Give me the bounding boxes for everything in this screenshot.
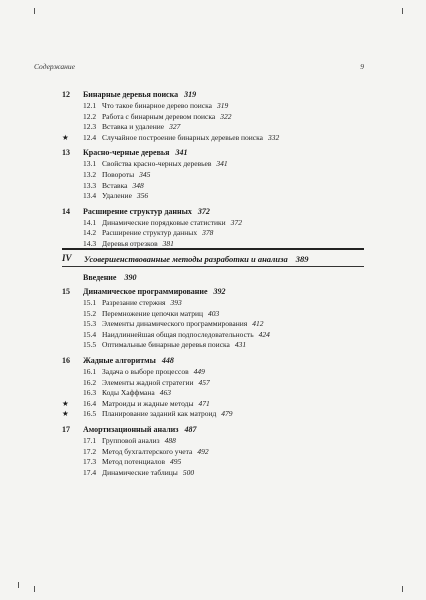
section-number: 13.1 [83,159,97,169]
intro-title: Введение [83,273,117,282]
section-entry [0,399,426,410]
section-entry [0,170,426,181]
section-number: 16.1 [83,366,97,376]
section-entry [0,447,426,458]
chapter-page: 392 [213,287,226,296]
section-number: 12.4 [83,132,97,142]
section-number: 15.5 [83,340,97,350]
starred-marker: ★ [62,398,69,408]
section-title: Деревья отрезков [102,238,158,248]
section-number: 12.3 [83,122,97,132]
section-number: 16.5 [83,409,97,419]
running-header-title: Содержание [34,62,75,71]
section-title: Работа с бинарным деревом поиска [102,111,216,121]
section-number: 16.3 [83,388,97,398]
section-title: Задача о выборе процессов [102,366,189,376]
section-page: 463 [159,388,171,398]
section-title: Наидлиннейшая общая подпоследовательность [102,329,254,339]
section-number: 13.2 [83,169,97,179]
section-number: 13.3 [83,180,97,190]
starred-marker: ★ [62,132,69,142]
toc-block-a [0,90,426,250]
crop-mark [18,582,19,588]
crop-mark [34,586,35,592]
section-entry [0,122,426,133]
section-entry [0,457,426,468]
toc-chapter [0,148,426,201]
chapter-title: Красно-черные деревья [83,148,170,158]
section-title: Перемножение цепочки матриц [102,308,203,318]
section-page: 424 [258,329,270,339]
section-title-line [102,367,205,376]
section-title-line [102,436,176,445]
section-page: 341 [216,159,228,169]
chapter-page: 372 [197,206,210,216]
section-page: 412 [252,319,264,329]
chapter-heading [0,356,426,367]
section-title: Коды Хаффмана [102,388,155,398]
section-title: Динамические таблицы [102,467,178,477]
section-page: 356 [136,191,149,201]
chapter-heading [0,287,426,298]
chapter-page: 341 [175,148,188,158]
section-title-line [102,170,150,179]
chapter-heading [0,425,426,436]
chapter-number: 16 [62,355,70,365]
section-title: Оптимальные бинарные деревья поиска [102,340,230,350]
section-entry [0,101,426,112]
section-page: 471 [198,398,210,408]
part-title: Усовершенствованные методы разработки и анализа [84,254,288,264]
section-page: 322 [220,111,232,121]
section-title-line [102,399,210,408]
page-number: 9 [360,62,364,71]
section-number: 15.3 [83,319,97,329]
section-number: 13.4 [83,191,97,201]
toc-chapter [0,207,426,250]
section-page: 492 [197,446,209,456]
section-title-line [102,112,232,121]
section-page: 403 [207,308,220,318]
section-entry [0,319,426,330]
chapter-title-line [83,148,187,157]
chapter-number: 14 [62,206,70,216]
section-entry [0,181,426,192]
section-entry [0,378,426,389]
chapter-page: 487 [184,424,197,434]
section-title-line [102,468,194,477]
chapter-title: Амортизационный анализ [83,424,179,434]
section-number: 12.2 [83,111,97,121]
section-title: Матроиды и жадные методы [102,398,194,408]
section-page: 431 [234,340,247,350]
section-number: 16.2 [83,377,97,387]
section-number: 16.4 [83,398,97,408]
toc-chapter [0,356,426,420]
section-title: Планирование заданий как матроид [102,409,217,419]
section-entry [0,309,426,320]
section-page: 327 [169,122,181,132]
section-title: Метод бухгалтерского учета [102,446,193,456]
part-title-line [84,254,308,264]
section-page: 393 [170,298,182,307]
section-title: Разрезание стержня [102,298,166,307]
section-title: Вставка и удаление [102,122,165,132]
toc-chapter [0,425,426,478]
part-page: 389 [295,254,309,264]
part-number: IV [62,253,72,263]
section-entry [0,409,426,420]
section-page: 378 [202,228,214,238]
toc-chapter [0,90,426,143]
section-page: 495 [170,457,182,467]
section-page: 319 [216,101,229,110]
section-title-line [102,101,228,110]
section-page: 348 [132,180,144,190]
section-entry [0,388,426,399]
section-entry [0,436,426,447]
section-number: 15.2 [83,308,97,318]
section-title: Динамические порядковые статистики [102,217,226,227]
section-title-line [102,447,209,456]
chapter-title-line [83,90,196,99]
chapter-page: 319 [184,90,197,99]
section-entry [0,298,426,309]
section-title: Групповой анализ [102,435,160,445]
chapter-heading [0,148,426,159]
section-title-line [102,409,233,418]
section-title-line [102,298,182,307]
chapter-heading [0,90,426,101]
crop-mark [402,8,403,14]
section-number: 17.2 [83,446,97,456]
section-entry [0,340,426,351]
section-entry [0,112,426,123]
section-title-line [102,239,174,248]
section-entry [0,191,426,202]
chapter-title-line [83,425,197,434]
chapter-title: Динамическое программирование [83,287,208,296]
chapter-title-line [83,207,210,216]
section-entry [0,133,426,144]
section-entry [0,468,426,479]
section-page: 345 [139,169,151,179]
section-title: Свойства красно-черных деревьев [102,159,212,169]
section-title-line [102,159,228,168]
chapter-page: 448 [161,355,174,365]
section-title-line [102,319,263,328]
chapter-number: 17 [62,424,70,434]
section-page: 449 [193,366,205,376]
section-page: 381 [162,238,174,248]
section-title-line [102,181,144,190]
section-title-line [102,457,181,466]
intro-page: 390 [124,273,137,282]
section-page: 457 [198,377,210,387]
section-number: 15.4 [83,329,97,339]
section-page: 332 [267,132,280,142]
section-title: Расширение структур данных [102,228,198,238]
starred-marker: ★ [62,409,69,419]
chapter-title-line [83,356,174,365]
section-title: Случайное построение бинарных деревьев поиска [102,132,263,142]
section-title-line [102,330,270,339]
section-title-line [102,133,279,142]
section-title-line [102,378,210,387]
section-title-line [102,388,171,397]
chapter-number: 15 [62,287,70,296]
part-rule-bottom [62,266,364,267]
section-page: 500 [182,467,195,477]
section-title-line [102,228,213,237]
crop-mark [402,586,403,592]
chapter-title: Жадные алгоритмы [83,355,156,365]
section-number: 12.1 [83,101,97,110]
section-number: 15.1 [83,298,97,307]
section-title-line [102,309,219,318]
section-entry [0,218,426,229]
part-rule-top [62,248,364,250]
section-entry [0,330,426,341]
section-number: 17.1 [83,435,97,445]
section-title-line [102,191,148,200]
section-page: 479 [221,409,233,419]
section-number: 14.2 [83,228,97,238]
section-title-line [102,340,246,349]
chapter-number: 12 [62,90,70,99]
section-page: 372 [230,217,242,227]
section-title: Удаление [102,191,132,201]
section-title-line [102,218,242,227]
running-header [34,62,364,71]
section-entry [0,228,426,239]
chapter-heading [0,207,426,218]
section-number: 17.3 [83,457,97,467]
section-title: Повороты [102,169,135,179]
section-number: 14.1 [83,217,97,227]
section-entry [0,367,426,378]
section-number: 17.4 [83,467,97,477]
section-title: Метод потенциалов [102,457,166,467]
toc-chapter [0,287,426,351]
section-title: Элементы динамического программирования [102,319,248,329]
section-page: 488 [164,435,176,445]
chapter-title-line [83,287,226,296]
crop-mark [34,8,35,14]
section-entry [0,159,426,170]
chapter-number: 13 [62,148,70,158]
chapter-title: Бинарные деревья поиска [83,90,179,99]
intro-entry [83,273,136,282]
section-title: Что такое бинарное дерево поиска [102,101,212,110]
section-title-line [102,122,180,131]
section-title: Вставка [102,180,128,190]
chapter-title: Расширение структур данных [83,206,192,216]
section-number: 14.3 [83,238,97,248]
section-title: Элементы жадной стратегии [102,377,194,387]
toc-block-b [0,287,426,478]
